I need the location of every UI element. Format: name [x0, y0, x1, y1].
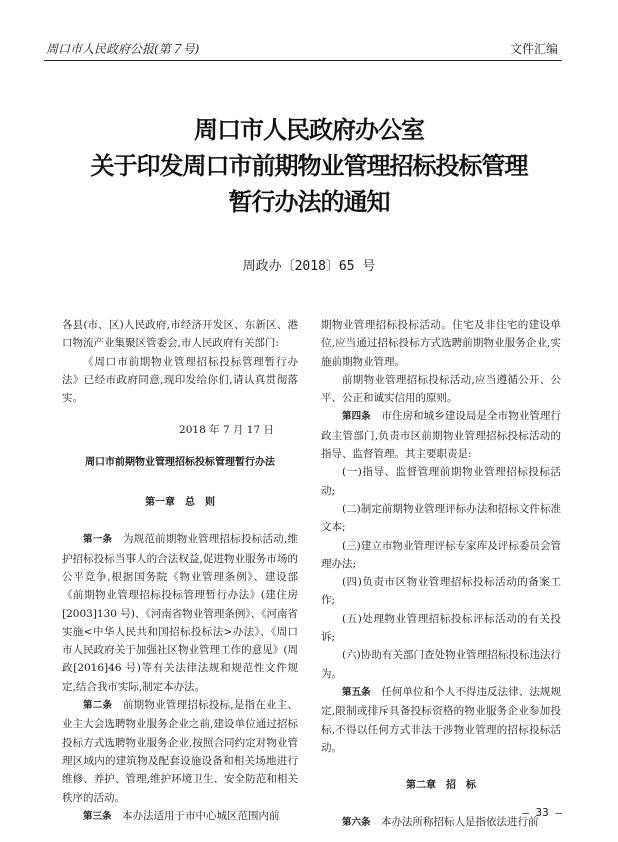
- article-5-label: 第五条: [342, 686, 371, 698]
- duty-item: (一)指导、监督管理前期物业管理招标投标活动;: [321, 466, 561, 497]
- article-5: [321, 683, 561, 757]
- article-1: [62, 530, 298, 696]
- article-4-text: 市住房和城乡建设局是全市物业管理行政主管部门,负责市区前期物业管理招标投标活动的指导、监督管理。其主要职责是:: [321, 410, 561, 461]
- notice-paragraph: 《周口市前期物业管理招标投标管理暂行办法》已经市政府同意,现印发给你们,请认真贯彻落实。: [62, 355, 298, 405]
- running-header: [44, 38, 562, 61]
- chapter-2-heading: 第二章 招 标: [406, 780, 476, 792]
- principle-paragraph: 前期物业管理招标投标活动,应当遵循公开、公平、公正和诚实信用的原则。: [321, 373, 561, 405]
- article-2-label: 第二条: [83, 700, 113, 712]
- article-3-continued: 期物业管理招标投标活动。住宅及非住宅的建设单位,应当通过招标投标方式选聘前期物业服务企业,实施前期物业管理。: [321, 319, 561, 368]
- right-column: [321, 316, 561, 833]
- article-4-label: 第四条: [342, 411, 371, 423]
- title-line-1: 周口市人民政府办公室: [194, 115, 424, 144]
- duty-item: (五)处理物业管理招标投标评标活动的有关投诉;: [321, 612, 561, 644]
- article-3-text: 本办法适用于市中心城区范围内前: [122, 809, 280, 822]
- page-number: – 33 –: [522, 806, 562, 819]
- article-3: [62, 807, 298, 826]
- article-1-text: 为规范前期物业管理招标投标活动,维护招标投标当事人的合法权益,促进物业服务市场的公平竞争,根据国务院《物业管理条例》、建设部《前期物业管理招标投标管理暂行办法》(建住房[2003]130 号)、《河南省物业管理条例》、《河南省实施<中华人民共和国招标投标法>办法》、《周口市人民政府关于加强社区物业管理工作的意见》(周政[2016]46 号)等有关法律法规和规范性文件规定,结合我市实际,制定本办法。: [62, 533, 298, 693]
- measures-title: 周口市前期物业管理招标投标管理暂行办法: [85, 456, 275, 468]
- chapter-1-heading: 第一章 总 则: [145, 497, 215, 509]
- title-line-3: 暂行办法的通知: [228, 187, 390, 216]
- duty-item: (二)制定前期物业管理评标办法和招标文件标准文本;: [321, 502, 561, 534]
- article-2: [62, 696, 298, 807]
- publication-name: 周口市人民政府公报(第７号): [46, 42, 200, 56]
- title-line-2: 关于印发周口市前期物业管理招标投标管理: [90, 151, 528, 180]
- duty-item: (三)建立市物业管理评标专家库及评标委员会管理办法;: [321, 539, 561, 570]
- article-1-label: 第一条: [83, 534, 113, 546]
- section-name: 文件汇编: [509, 42, 558, 56]
- article-5-text: 任何单位和个人不得违反法律、法规规定,限制或排斥具备投标资格的物业服务企业参加投标,不得以任何方式非法干涉物业管理的招标投标活动。: [321, 685, 561, 754]
- document-title: [0, 112, 618, 220]
- article-6-text: 本办法所称招标人是指依法进行前: [381, 816, 539, 829]
- issue-date: 2018 年 7 月 17 日: [179, 424, 274, 437]
- duty-item: (六)协助有关部门查处物业管理招标投标违法行为。: [321, 649, 561, 680]
- document-number: 周政办〔2018〕65 号: [242, 259, 376, 274]
- article-3-label: 第三条: [83, 810, 112, 822]
- duty-item: (四)负责市区物业管理招标投标活动的备案工作;: [321, 576, 561, 607]
- article-2-text: 前期物业管理招标投标,是指在业主、业主大会选聘物业服务企业之前,建设单位通过招标投标方式选聘物业服务企业,按照合同约定对物业管理区域内的建筑物及配套设施设备和相关场地进行维修、养护、管理,维护环境卫生、安全防范和相关秩序的活动。: [62, 699, 298, 804]
- article-6-label: 第六条: [342, 817, 371, 829]
- article-4: [321, 407, 561, 463]
- recipients: 各县(市、区)人民政府,市经济开发区、东新区、港口物流产业集聚区管委会,市人民政府有关部门:: [62, 319, 298, 350]
- left-column: [62, 316, 298, 826]
